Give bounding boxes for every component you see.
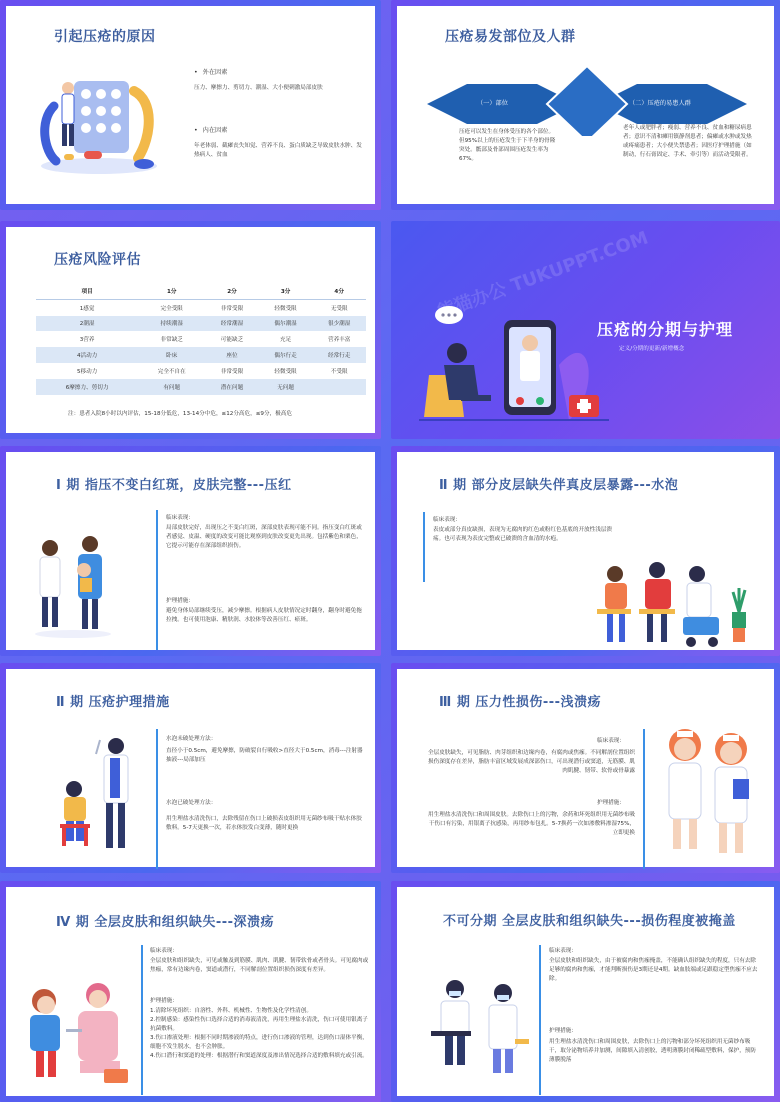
table-cell: 持续潮湿 (138, 316, 205, 332)
clinical-text: 全层皮肤和组织缺失，可见或触及到筋膜、肌肉、肌腱、韧带软骨或者骨头。可见腐肉或焦痂，常有边缘内卷，窦道或潜行，不同解剖位置组织损伤深度有差异。 (150, 958, 369, 973)
table-cell: 营养丰富 (327, 337, 351, 344)
doctor-mother-child-illustration (28, 530, 118, 640)
table-cell: 经常行走 (312, 347, 366, 363)
nurses-illustration (655, 719, 765, 859)
care-text: 避免身体局部继续受压，减少摩擦。根据病人皮肤情况定时翻身，翻身时避免拖拉拽。也可使用泡康、精肤润、水胶体等改善压红、瘀斑。 (166, 608, 362, 623)
table-cell: 偶尔潮湿 (259, 316, 313, 332)
slide-card (6, 227, 375, 433)
slide-title: Ⅳ 期 全层皮肤和组织缺失---深溃疡 (56, 915, 275, 930)
slide-card (6, 669, 375, 867)
table-cell: 潜在问题 (205, 379, 259, 395)
left-tag: （一）部位 (477, 100, 508, 107)
table-cell: 经常潮湿 (205, 316, 259, 332)
risk-table (36, 283, 366, 395)
clinical-label: 临床表现： (433, 517, 461, 523)
care-text: 用生理盐水清洗伤口和周围皮肤，去除伤口上的污物和部分坏死组织用无菌纱布吸干，取分泌物培养并加测，间隙填入清创胶，透明薄膜封闭稀疏型敷料，保护，预防薄膜脱落 (549, 1039, 756, 1063)
table-cell: 卧床 (138, 347, 205, 363)
divider-line (423, 512, 425, 582)
clinical-text: 表皮或部分真皮缺损，表现为无腐肉的红色或粉红色基底的开放性浅层溃疡。也可表现为表皮完整或已破溃的含血清的水疱。 (433, 527, 613, 542)
care-label: 护理措施： (166, 598, 194, 604)
doctor-child-illustration (56, 734, 146, 854)
unbroken-text: 直径小于0.5cm，避免摩擦，防破裂自行吸收>直径大于0.5cm，消毒---注射器抽液---局部加压 (166, 748, 363, 763)
right-tag: （二）压疮的易患人群 (629, 100, 691, 107)
header-cell: 1分 (138, 283, 205, 299)
slide-stage-1[interactable] (0, 446, 381, 656)
slide-stage-2-care[interactable] (0, 663, 381, 873)
slide-title: Ⅱ 期 压疮护理措施 (56, 695, 170, 710)
table-cell: 轻微受限 (274, 368, 297, 375)
table-cell (312, 379, 366, 395)
right-text: 老年人或肥胖者；瘦弱、营养不良、贫血和糖尿病患者；意识不清和瘫用镇静剂患者；偏瘫或水肿或发热或疼痛患者；大小便失禁患者；因医疗护理措施（如制动，行石膏固定、手术、牵引等）而活动受限者。 (623, 125, 752, 158)
table-cell: 非常受限 (220, 305, 244, 312)
clinical-text: 全层皮肤和组织缺失，由于被腐肉和焦痂掩盖，不能确认组织缺失的程度，只有去除足够的腐肉和焦痂，才能判断损伤是3期还是4期。缺血肢端或足跟稳定型焦痂不应去除。 (549, 958, 758, 982)
table-cell: 很少潮湿 (312, 316, 366, 332)
list-item: 3.伤口渗液处理：根据不同时期渗液的特点，进行伤口渗液的管理，达到伤口湿体平衡，细胞不发生脱水，也不会肿胀。 (150, 1035, 368, 1050)
table-note: 注：患者入院8小时以内评估，15-18分低危，13-14分中危，≤12分高危，≤9分，极高危 (68, 411, 292, 417)
care-label: 护理措施： (549, 1028, 577, 1034)
table-cell: 4活动力 (36, 347, 138, 363)
slide-stage-2[interactable] (391, 446, 780, 656)
table-cell: 偶尔行走 (259, 347, 313, 363)
table-cell: 不受限 (330, 368, 348, 375)
table-cell: 6摩擦力、剪切力 (36, 379, 138, 395)
slide-title: 压疮易发部位及人群 (445, 29, 576, 45)
clinical-text: 全层皮肤缺失，可见脂肪、肉芽组织和边缘内卷，有腐肉或焦痂。不同解剖位置组织损伤深度存在差异，脂肪丰富区域发展成深部伤口，可出现潜行或窦道，无筋膜、肌肉肌腱、韧带、软骨或骨暴露 (428, 750, 635, 774)
table-cell: 1感觉 (79, 305, 95, 312)
table-cell: 充足 (279, 337, 292, 344)
broken-text: 用生理盐水清洗伤口，去除残留在伤口上破损表皮组织用无菌纱布吸干贴水体胶敷料。5-7天更换一次，若水体胶发白变薄，随时更换 (166, 816, 362, 831)
clinical-text: 局部皮肤完好，出现压之不变白红斑，深部皮肤表现可能不同。指压变白红斑或者感觉、皮温、硬度的改变可能比观察到皮肤改变更先出现。包括紫色和栗色，它提示可能存在深部组织损伤。 (166, 525, 362, 549)
care-text: 用生理盐水清洗伤口和周围皮肤。去除伤口上的污物，余药和坏死组织用无菌纱布吸干伤口有污染，用银离子抗感染，再用纱布包扎。5-7换药一次如渗敷料渗湿75%，立即更换 (428, 812, 635, 836)
slide-sites-and-population[interactable] (391, 0, 780, 210)
slide-card (397, 6, 774, 204)
list-item: 4.伤口潜行和窦道的处理：根据潜行和窦道深度及渗出情况选择合适的敷料填充或引流。 (150, 1053, 368, 1059)
watermark: 熊猫办公 TUKUPPT.COM (434, 227, 652, 324)
table-row (36, 379, 366, 395)
external-heading: • 外在因素 (194, 68, 364, 78)
table-cell: 座位 (205, 347, 259, 363)
section-title: 压疮的分期与护理 (597, 320, 734, 339)
table-row (36, 299, 366, 315)
divider-line (156, 510, 158, 650)
table-cell: 有问题 (138, 379, 205, 395)
slide-risk-assessment[interactable] (0, 221, 381, 439)
table-cell: 无问题 (259, 379, 313, 395)
slide-stage-3[interactable] (391, 663, 780, 873)
slide-card (397, 452, 774, 650)
slide-title: 不可分期 全层皮肤和组织缺失---损伤程度被掩盖 (443, 914, 736, 929)
slide-stage-4[interactable] (0, 881, 381, 1102)
header-cell: 4分 (312, 283, 366, 299)
table-cell: 完全不自在 (157, 368, 186, 375)
slide-card (397, 669, 774, 867)
slide-causes[interactable] (0, 0, 381, 210)
patients-waiting-illustration (587, 552, 757, 652)
nurse-child-injection-illustration (16, 977, 136, 1087)
broken-label: 水泡已破处理方法： (166, 800, 217, 806)
medicine-illustration (34, 66, 164, 176)
section-subtitle: 定义/分期的更新/新增概念 (619, 346, 685, 352)
care-label: 护理措施： (597, 800, 625, 806)
slide-card (6, 6, 375, 204)
slide-title: 引起压疮的原因 (54, 29, 156, 45)
doctor-consult-illustration (419, 285, 609, 425)
clinical-label: 临床表现： (597, 738, 625, 744)
header-cell: 3分 (259, 283, 313, 299)
table-header-row (36, 283, 366, 299)
table-cell: 无受限 (330, 305, 348, 312)
table-cell: 2潮湿 (36, 316, 138, 332)
table-row (36, 331, 366, 347)
care-label: 护理措施： (150, 998, 178, 1004)
header-cell: 2分 (205, 283, 259, 299)
table-cell: 5移动力 (76, 368, 98, 375)
clinical-label: 临床表现： (166, 515, 194, 521)
slide-unstageable[interactable] (391, 881, 780, 1102)
list-item: 2.控制感染：感染性伤口选择合适的消毒液清洗，再用生理盐水清洗，伤口可使用银离子抗菌敷料。 (150, 1017, 368, 1032)
table-cell: 非常受限 (220, 368, 244, 375)
slide-card (6, 452, 375, 650)
slide-title: Ⅰ 期 指压不变白红斑，皮肤完整---压红 (56, 478, 292, 493)
doctor-patient-masks-illustration (417, 975, 537, 1085)
divider-line (643, 729, 645, 869)
slide-title: 压疮风险评估 (54, 252, 141, 268)
care-list (150, 1007, 372, 1061)
internal-factors (194, 126, 364, 160)
internal-heading: • 内在因素 (194, 126, 364, 136)
slide-card (6, 887, 375, 1096)
unbroken-label: 水泡未破处理方法： (166, 736, 217, 742)
slide-title: Ⅲ 期 压力性损伤---浅溃疡 (439, 695, 602, 710)
table-cell: 轻微受限 (274, 305, 297, 312)
internal-text: 年老体弱、截瘫丧失知觉、营养不良、蛋白质缺乏导致皮肤水肿、发热病人、贫血 (194, 143, 362, 158)
table-cell: 非常缺乏 (160, 337, 183, 344)
header-cell: 项目 (36, 283, 138, 299)
table-row (36, 363, 366, 379)
divider-line (539, 945, 541, 1095)
table-cell: 完全受限 (160, 305, 183, 312)
slide-title: Ⅱ 期 部分皮层缺失伴真皮层暴露---水泡 (439, 478, 679, 493)
clinical-label: 临床表现： (549, 948, 577, 954)
clinical-label: 临床表现： (150, 948, 178, 954)
left-text: 压疮可以发生在身体受压的各个部位。但95%以上的压疮发生于下半身的骨隆突处。骶部及骨部周围压疮发生率为67%。 (459, 129, 556, 162)
divider-line (141, 945, 143, 1095)
table-row (36, 347, 366, 363)
table-cell: 可能缺乏 (220, 337, 244, 344)
table-row (36, 316, 366, 332)
slide-section-title[interactable] (391, 221, 780, 439)
divider-line (156, 729, 158, 869)
slide-card (397, 887, 774, 1096)
table-cell: 3营养 (79, 337, 95, 344)
list-item: 1.清除坏死组织：自溶性、外科、机械性、生物性及化学性清创。 (150, 1008, 312, 1014)
external-text: 压力、摩擦力、剪切力、潮湿、大小便刺激局部皮肤 (194, 85, 323, 91)
external-factors (194, 68, 364, 93)
